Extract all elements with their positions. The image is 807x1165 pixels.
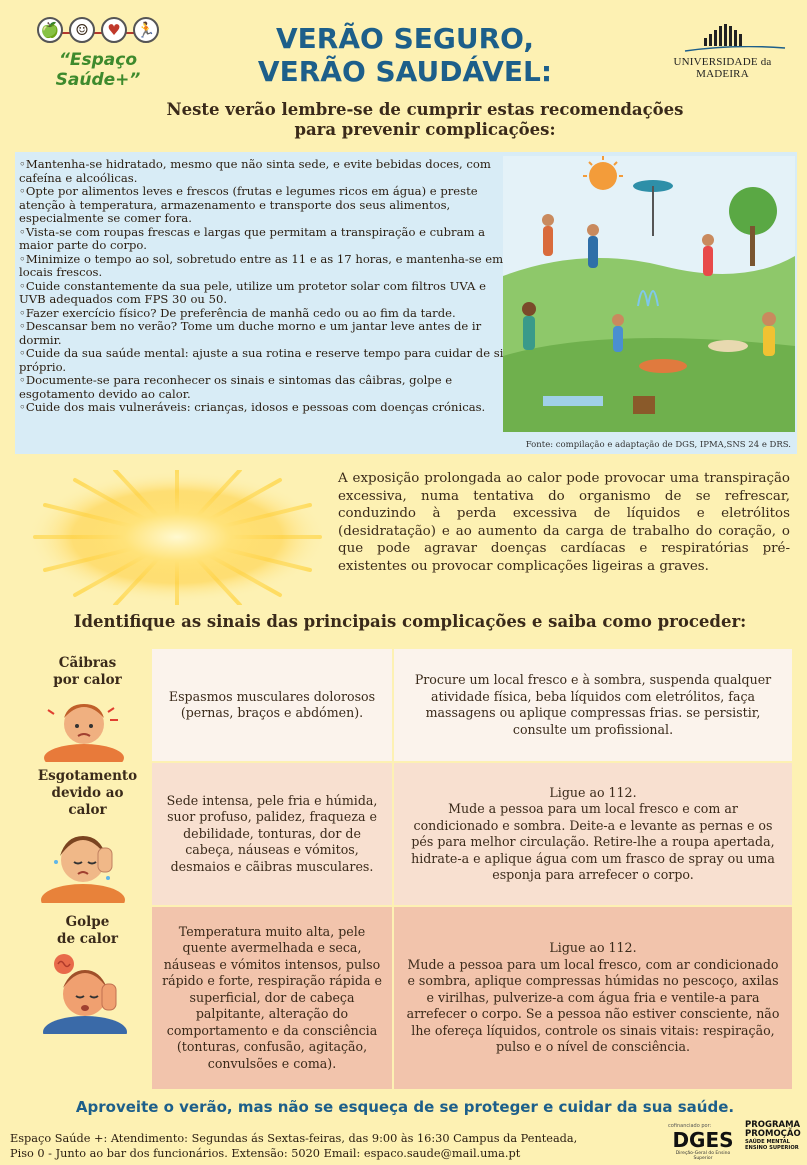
signs-esgotamento: Sede intensa, pele fria e húmida, suor profuso, palidez, fraqueza e debilidade, tonturas, dor de cabeça, náuseas e vómitos, desmaios e cãibras musculares.	[152, 763, 392, 905]
dges-logo: cofinanciado por: DGES Direção-Geral do Ensino Superior	[668, 1123, 734, 1161]
logo-brand-text: “Espaço Saúde+”	[55, 50, 141, 90]
footer-slogan: Aproveite o verão, mas não se esqueça de se proteger e cuidar da sua saúde.	[75, 1098, 735, 1116]
recommendations-panel	[15, 152, 797, 454]
list-item: ◦ Descansar bem no verão? Tome um duche morno e um jantar leve antes de ir dormir.	[19, 320, 509, 347]
list-item: ◦ Cuide constantemente da sua pele, utilize um protetor solar com filtros UVA e UVB adequados com FPS 30 ou 50.	[19, 280, 509, 307]
list-item: ◦ Vista-se com roupas frescas e largas que permitam a transpiração e cubram a maior parte do corpo.	[19, 226, 509, 253]
list-item: ◦ Cuide da sua saúde mental: ajuste a sua rotina e reserve tempo para cuidar de si próprio.	[19, 347, 509, 374]
exhausted-person-icon	[38, 818, 128, 903]
summer-park-illustration	[503, 156, 795, 432]
list-item: ◦ Cuide dos mais vulneráveis: crianças, idosos e pessoas com doenças crónicas.	[19, 401, 509, 415]
list-item: ◦ Documente-se para reconhecer os sinais e sintomas das câibras, golpe e esgotamento devido ao calor.	[19, 374, 509, 401]
espaco-saude-logo	[18, 10, 178, 90]
condition-label-esgotamento: Esgotamento devido ao calor	[37, 768, 138, 818]
subtitle: Neste verão lembre-se de cumprir estas recomendações para prevenir complicações:	[166, 100, 684, 139]
heart-icon: ♥	[101, 17, 127, 43]
condition-label-caibras: Cãibras por calor	[53, 655, 122, 688]
list-item: ◦ Minimize o tempo ao sol, sobretudo entre as 11 e as 17 horas, e mantenha-se em locais frescos.	[19, 253, 509, 280]
condition-label-golpe: Golpe de calor	[57, 914, 118, 947]
signs-golpe: Temperatura muito alta, pele quente avermelhada e seca, náuseas e vómitos intensos, pulso rápido e forte, respiração rápida e superficial, dor de cabeça palpitante, alteração do comportamento e da consciência (tonturas, confusão, agitação, convulsões e coma).	[152, 907, 392, 1089]
apple-icon: 🍏	[37, 17, 63, 43]
section-title: Identifique as sinais das principais complicações e saiba como proceder:	[73, 612, 747, 631]
cramp-person-icon	[40, 692, 128, 762]
signs-caibras: Espasmos musculares dolorosos (pernas, braços e abdómen).	[152, 649, 392, 761]
list-item: ◦ Opte por alimentos leves e frescos (frutas e legumes ricos em água) e preste atenção à temperatura, armazenamento e transporte dos seus alimentos, especialmente se comer fora.	[19, 185, 509, 226]
runner-icon: 🏃	[133, 17, 159, 43]
source-note: Fonte: compilação e adaptação de DGS, IPMA,SNS 24 e DRS.	[525, 440, 791, 450]
person-icon: ☺	[69, 17, 95, 43]
programa-logo: PROGRAMA PROMOÇÃO SAÚDE MENTAL ENSINO SUPERIOR	[745, 1120, 801, 1151]
heatstroke-person-icon	[40, 948, 130, 1034]
actions-esgotamento: Ligue ao 112. Mude a pessoa para um local fresco e com ar condicionado e sombra. Deite-a e levante as pernas e os pés para melhor circulação. Retire-lhe a roupa apertada, hidrate-a e aplique água com um frasco de spray ou uma esponja para arrefecer o corpo.	[394, 763, 792, 905]
actions-caibras: Procure um local fresco e à sombra, suspenda qualquer atividade física, beba líquidos com eletrólitos, faça massagens ou aplique compressas frias. se persistir, consulte um profissional.	[394, 649, 792, 761]
university-skyline-icon	[655, 22, 790, 46]
footer-contact-info: Espaço Saúde +: Atendimento: Segundas ás Sextas-feiras, das 9:00 às 16:30 Campus da Penteada, Piso 0 - Junto ao bar dos funcionários. Extensão: 5020 Email: espaco.saude@mail.uma.pt	[10, 1132, 578, 1160]
recommendations-list	[19, 158, 509, 415]
university-logo: UNIVERSIDADE da MADEIRA	[655, 22, 790, 72]
list-item: ◦ Fazer exercício físico? De preferência de manhã cedo ou ao fim da tarde.	[19, 307, 509, 321]
sun-icon	[15, 470, 340, 605]
intro-paragraph: A exposição prolongada ao calor pode provocar uma transpiração excessiva, numa tentativa do organismo de se refrescar, conduzindo à perda excessiva de líquidos e eletrólitos (desidratação) e ao aumento da carga de trabalho do coração, o que pode agravar doenças cardíacas e respiratórias pré-existentes ou provocar complicações ligeiras a graves.	[338, 471, 790, 574]
actions-golpe: Ligue ao 112. Mude a pessoa para um local fresco, com ar condicionado e sombra, aplique compressas húmidas no pescoço, axilas e virilhas, pulverize-a com água fria e ventile-a para arrefecer o corpo. Se a pessoa não estiver consciente, não lhe ofereça líquidos, controle os sinais vitais: respiração, pulso e o nível de consciência.	[394, 907, 792, 1089]
university-swoosh-icon	[655, 46, 790, 52]
list-item: ◦ Mantenha-se hidratado, mesmo que não sinta sede, e evite bebidas doces, com cafeína e alcoólicas.	[19, 158, 509, 185]
page-title: VERÃO SEGURO, VERÃO SAUDÁVEL:	[257, 22, 553, 88]
